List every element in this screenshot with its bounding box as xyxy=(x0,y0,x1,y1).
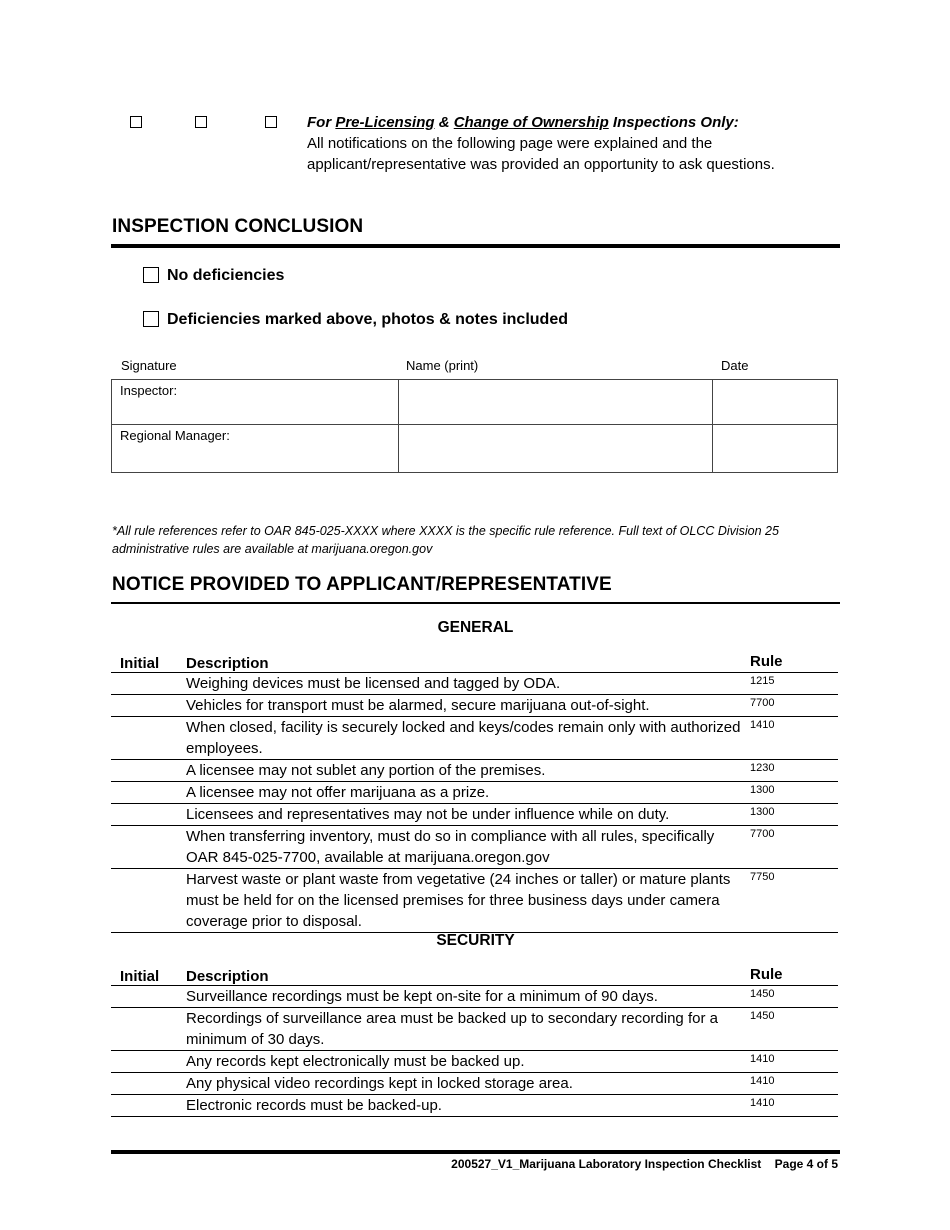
no-deficiencies-label: No deficiencies xyxy=(167,267,285,284)
rule-cell: 7700 xyxy=(750,826,838,869)
rule-cell: 1230 xyxy=(750,760,838,782)
rule-cell: 1410 xyxy=(750,717,838,760)
inspector-row xyxy=(112,380,838,425)
description-cell: Electronic records must be backed-up. xyxy=(186,1095,750,1117)
manager-name-cell[interactable] xyxy=(399,425,713,473)
description-cell: Weighing devices must be licensed and tagged by ODA. xyxy=(186,673,750,695)
rule-row xyxy=(111,826,838,869)
general-table xyxy=(111,650,838,933)
rule-cell: 1410 xyxy=(750,1073,838,1095)
initial-cell[interactable] xyxy=(111,1095,186,1117)
description-cell: When transferring inventory, must do so in compliance with all rules, specifically OAR 845-025-7700, available at marijuana.oregon.gov xyxy=(186,826,750,869)
rule-row xyxy=(111,760,838,782)
signature-table xyxy=(111,379,838,473)
initial-cell[interactable] xyxy=(111,1073,186,1095)
description-cell: Harvest waste or plant waste from vegetative (24 inches or taller) or mature plants must be held for on the licensed premises for three business days under camera coverage prior to disposal. xyxy=(186,869,750,933)
rule-row xyxy=(111,804,838,826)
name-column-label: Name (print) xyxy=(406,358,479,373)
prelicensing-checkbox-1[interactable] xyxy=(130,116,142,128)
inspector-name-cell[interactable] xyxy=(399,380,713,425)
inspector-signature-cell[interactable] xyxy=(112,380,399,425)
deficiencies-label: Deficiencies marked above, photos & notes included xyxy=(167,311,568,328)
rule-row xyxy=(111,1095,838,1117)
rule-row xyxy=(111,717,838,760)
rule-cell: 1410 xyxy=(750,1051,838,1073)
initial-cell[interactable] xyxy=(111,782,186,804)
prelicensing-checkbox-3[interactable] xyxy=(265,116,277,128)
security-table xyxy=(111,963,838,1117)
initial-header: Initial xyxy=(111,650,186,673)
rule-row xyxy=(111,782,838,804)
general-heading: GENERAL xyxy=(437,619,514,636)
rule-row xyxy=(111,869,838,933)
rule-cell: 1450 xyxy=(750,986,838,1008)
initial-cell[interactable] xyxy=(111,1008,186,1051)
footer-divider xyxy=(111,1150,840,1154)
footer-doc-name: 200527_V1_Marijuana Laboratory Inspection Checklist xyxy=(451,1157,762,1171)
section-divider xyxy=(111,602,840,604)
description-cell: Licensees and representatives may not be under influence while on duty. xyxy=(186,804,750,826)
description-cell: Any physical video recordings kept in locked storage area. xyxy=(186,1073,750,1095)
prelicensing-checkbox-2[interactable] xyxy=(195,116,207,128)
no-deficiencies-checkbox[interactable] xyxy=(143,267,159,283)
description-cell: Surveillance recordings must be kept on-site for a minimum of 90 days. xyxy=(186,986,750,1008)
rule-row xyxy=(111,1051,838,1073)
rule-row xyxy=(111,695,838,717)
initial-cell[interactable] xyxy=(111,826,186,869)
description-header: Description xyxy=(186,963,750,986)
section-divider xyxy=(111,244,840,248)
initial-cell[interactable] xyxy=(111,760,186,782)
description-cell: A licensee may not sublet any portion of the premises. xyxy=(186,760,750,782)
deficiencies-checkbox[interactable] xyxy=(143,311,159,327)
inspector-label: Inspector: xyxy=(120,383,178,398)
prelicensing-note xyxy=(307,112,847,175)
rule-row xyxy=(111,1073,838,1095)
initial-cell[interactable] xyxy=(111,717,186,760)
prelicensing-heading: For Pre-Licensing & Change of Ownership Inspections Only: xyxy=(307,114,739,131)
inspection-conclusion-title: INSPECTION CONCLUSION xyxy=(112,216,364,237)
rule-cell: 1410 xyxy=(750,1095,838,1117)
page-footer xyxy=(451,1157,838,1171)
initial-cell[interactable] xyxy=(111,869,186,933)
rule-row xyxy=(111,1008,838,1051)
rule-cell: 7750 xyxy=(750,869,838,933)
rule-cell: 7700 xyxy=(750,695,838,717)
description-cell: When closed, facility is securely locked and keys/codes remain only with authorized employees. xyxy=(186,717,750,760)
initial-cell[interactable] xyxy=(111,673,186,695)
description-cell: Vehicles for transport must be alarmed, secure marijuana out-of-sight. xyxy=(186,695,750,717)
rule-row xyxy=(111,673,838,695)
initial-cell[interactable] xyxy=(111,804,186,826)
prelicensing-body: All notifications on the following page were explained and the applicant/representative was provided an opportunity to ask questions. xyxy=(307,135,775,173)
description-header: Description xyxy=(186,650,750,673)
manager-signature-cell[interactable] xyxy=(112,425,399,473)
manager-label: Regional Manager: xyxy=(120,428,230,443)
rule-cell: 1300 xyxy=(750,804,838,826)
notice-title: NOTICE PROVIDED TO APPLICANT/REPRESENTATIVE xyxy=(112,574,612,595)
initial-cell[interactable] xyxy=(111,695,186,717)
initial-cell[interactable] xyxy=(111,1051,186,1073)
manager-row xyxy=(112,425,838,473)
rule-header: Rule xyxy=(750,963,838,986)
date-column-label: Date xyxy=(721,358,749,373)
description-cell: Any records kept electronically must be backed up. xyxy=(186,1051,750,1073)
signature-column-label: Signature xyxy=(121,358,177,373)
initial-header: Initial xyxy=(111,963,186,986)
description-cell: Recordings of surveillance area must be backed up to secondary recording for a minimum of 30 days. xyxy=(186,1008,750,1051)
rule-cell: 1450 xyxy=(750,1008,838,1051)
security-heading: SECURITY xyxy=(436,932,515,949)
manager-date-cell[interactable] xyxy=(713,425,838,473)
rule-cell: 1215 xyxy=(750,673,838,695)
rule-header: Rule xyxy=(750,650,838,673)
inspector-date-cell[interactable] xyxy=(713,380,838,425)
footer-page-number: Page 4 of 5 xyxy=(774,1157,838,1171)
description-cell: A licensee may not offer marijuana as a prize. xyxy=(186,782,750,804)
rule-reference-footnote: *All rule references refer to OAR 845-025-XXXX where XXXX is the specific rule reference. Full text of OLCC Division 25 administrative rules are available at marijuana.oregon.gov xyxy=(112,524,779,556)
rule-cell: 1300 xyxy=(750,782,838,804)
initial-cell[interactable] xyxy=(111,986,186,1008)
rule-row xyxy=(111,986,838,1008)
